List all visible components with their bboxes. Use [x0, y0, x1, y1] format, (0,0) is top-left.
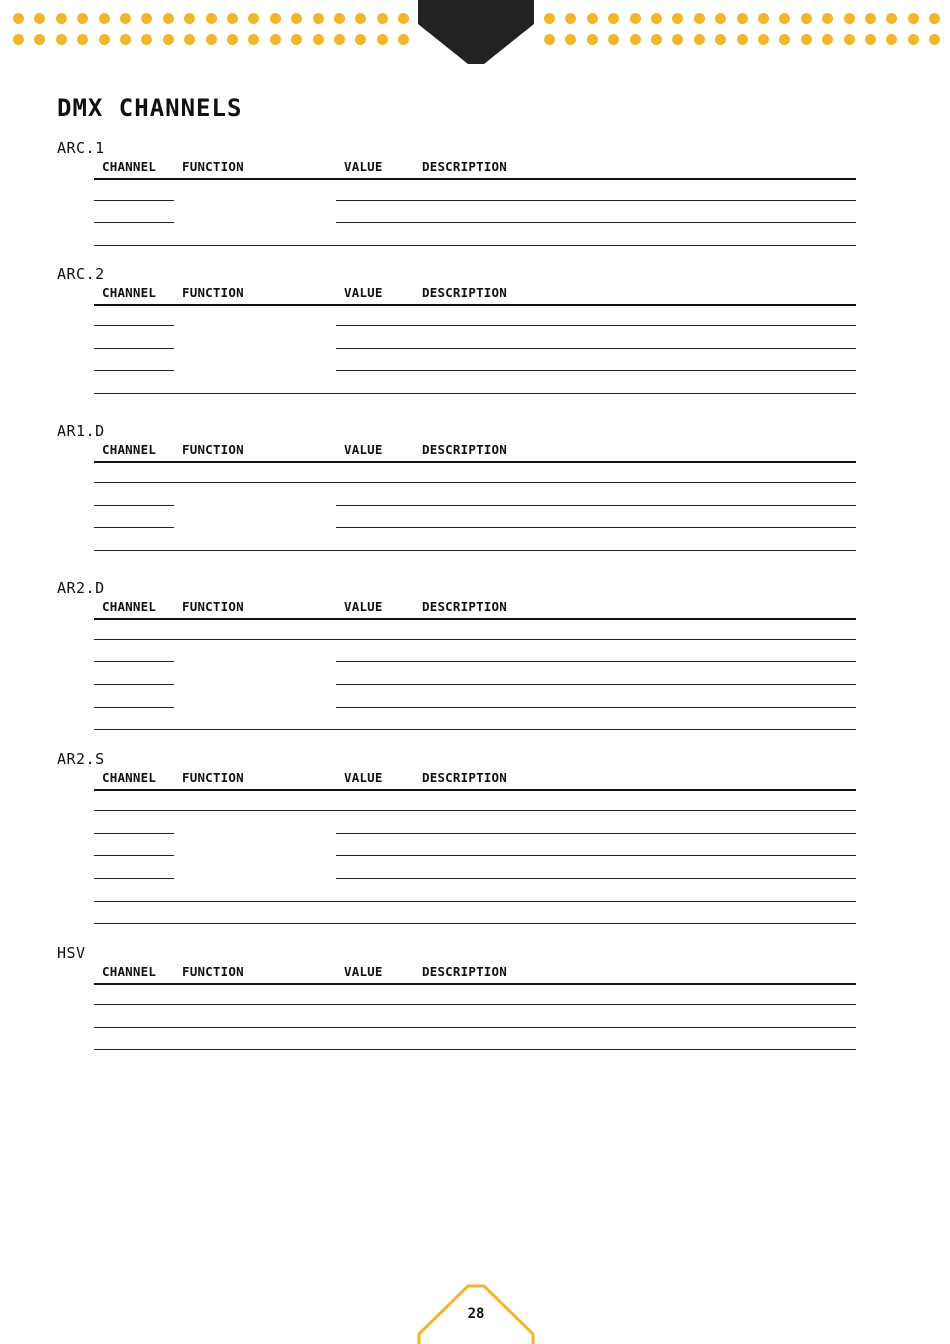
decorative-dot	[355, 34, 366, 45]
table-row-line	[94, 393, 856, 394]
column-header-function: FUNCTION	[182, 964, 244, 979]
table-row-line	[94, 707, 174, 708]
column-header-description: DESCRIPTION	[422, 442, 507, 457]
decorative-dot	[715, 34, 726, 45]
decorative-dot	[608, 34, 619, 45]
column-header-function: FUNCTION	[182, 599, 244, 614]
table-row-line	[94, 348, 174, 349]
decorative-dot	[313, 13, 324, 24]
table-row-line	[336, 505, 856, 506]
decorative-dot	[13, 13, 24, 24]
decorative-dot	[334, 13, 345, 24]
table-row-line	[336, 661, 856, 662]
table-header	[94, 285, 856, 306]
table-row-line	[94, 810, 856, 811]
table-header	[94, 442, 856, 463]
decorative-dot	[651, 13, 662, 24]
decorative-dot	[608, 13, 619, 24]
dot-row	[0, 34, 415, 46]
table-row-line	[336, 527, 856, 528]
table-row-line	[336, 370, 856, 371]
decorative-dot	[77, 34, 88, 45]
column-header-function: FUNCTION	[182, 770, 244, 785]
decorative-dot	[120, 34, 131, 45]
decorative-dot	[77, 13, 88, 24]
decorative-dot	[184, 34, 195, 45]
decorative-dot	[865, 34, 876, 45]
decorative-dot	[929, 13, 940, 24]
table-header	[94, 159, 856, 180]
decorative-dot	[651, 34, 662, 45]
decorative-dot	[227, 13, 238, 24]
decorative-dot	[587, 13, 598, 24]
table-row-line	[94, 1027, 856, 1028]
column-header-function: FUNCTION	[182, 285, 244, 300]
section-title: ARC.2	[57, 265, 105, 283]
decorative-dot	[929, 34, 940, 45]
decorative-dot	[163, 34, 174, 45]
decorative-dot	[291, 34, 302, 45]
decorative-dot	[565, 13, 576, 24]
decorative-dot	[34, 13, 45, 24]
decorative-dot	[206, 34, 217, 45]
decorative-dot	[355, 13, 366, 24]
table-row-line	[94, 482, 856, 483]
decorative-dot	[694, 34, 705, 45]
column-header-description: DESCRIPTION	[422, 159, 507, 174]
decorative-dot	[737, 34, 748, 45]
decorative-dot	[822, 13, 833, 24]
column-header-value: VALUE	[344, 770, 383, 785]
decorative-dot	[13, 34, 24, 45]
section-title: AR2.D	[57, 579, 105, 597]
table-row-line	[94, 505, 174, 506]
table-row-line	[94, 1049, 856, 1050]
table-row-line	[94, 222, 174, 223]
table-row-line	[336, 833, 856, 834]
table-row-line	[94, 639, 856, 640]
table-header	[94, 964, 856, 985]
decorative-dot	[801, 13, 812, 24]
top-notch-shape	[418, 0, 534, 66]
table-row-line	[94, 1004, 856, 1005]
decorative-dot	[865, 13, 876, 24]
page-number: 28	[467, 1306, 485, 1322]
decorative-dot	[672, 34, 683, 45]
decorative-dot	[99, 13, 110, 24]
table-row-line	[94, 200, 174, 201]
table-header	[94, 599, 856, 620]
decorative-dot	[779, 34, 790, 45]
decorative-dot	[886, 34, 897, 45]
table-row-line	[336, 222, 856, 223]
decorative-dot	[844, 34, 855, 45]
table-row-line	[336, 878, 856, 879]
decorative-dot	[630, 13, 641, 24]
decorative-dot	[544, 34, 555, 45]
decorative-dot	[120, 13, 131, 24]
decorative-dot	[141, 34, 152, 45]
column-header-description: DESCRIPTION	[422, 770, 507, 785]
decorative-dot	[291, 13, 302, 24]
decorative-dot	[377, 13, 388, 24]
table-row-line	[94, 878, 174, 879]
decorative-dot	[248, 13, 259, 24]
decorative-dot	[334, 34, 345, 45]
section-title: HSV	[57, 944, 86, 962]
table-row-line	[336, 707, 856, 708]
column-header-channel: CHANNEL	[102, 964, 157, 979]
table-row-line	[94, 245, 856, 246]
column-header-channel: CHANNEL	[102, 599, 157, 614]
table-row-line	[94, 370, 174, 371]
table-row-line	[94, 684, 174, 685]
column-header-value: VALUE	[344, 285, 383, 300]
decorative-dot	[377, 34, 388, 45]
decorative-dot	[99, 34, 110, 45]
decorative-dot	[544, 13, 555, 24]
decorative-dot	[248, 34, 259, 45]
decorative-dot	[908, 34, 919, 45]
table-row-line	[94, 550, 856, 551]
decorative-dot	[779, 13, 790, 24]
dot-row	[540, 34, 950, 46]
decorative-dot	[672, 13, 683, 24]
table-row-line	[336, 855, 856, 856]
decorative-dot	[270, 34, 281, 45]
table-row-line	[94, 855, 174, 856]
decorative-dot	[587, 34, 598, 45]
column-header-channel: CHANNEL	[102, 442, 157, 457]
decorative-dot	[141, 13, 152, 24]
section-title: AR1.D	[57, 422, 105, 440]
table-row-line	[94, 325, 174, 326]
column-header-function: FUNCTION	[182, 442, 244, 457]
decorative-dot	[822, 34, 833, 45]
decorative-dot	[844, 13, 855, 24]
decorative-dot	[630, 34, 641, 45]
decorative-dot	[184, 13, 195, 24]
column-header-value: VALUE	[344, 599, 383, 614]
column-header-value: VALUE	[344, 964, 383, 979]
column-header-description: DESCRIPTION	[422, 964, 507, 979]
decorative-dot	[565, 34, 576, 45]
table-row-line	[94, 833, 174, 834]
table-row-line	[336, 348, 856, 349]
decorative-dot	[886, 13, 897, 24]
column-header-channel: CHANNEL	[102, 770, 157, 785]
table-row-line	[94, 923, 856, 924]
top-dot-pattern-right	[540, 0, 950, 60]
column-header-value: VALUE	[344, 442, 383, 457]
decorative-dot	[163, 13, 174, 24]
table-row-line	[94, 729, 856, 730]
decorative-dot	[694, 13, 705, 24]
table-row-line	[336, 200, 856, 201]
table-header	[94, 770, 856, 791]
column-header-description: DESCRIPTION	[422, 599, 507, 614]
decorative-dot	[737, 13, 748, 24]
column-header-description: DESCRIPTION	[422, 285, 507, 300]
decorative-dot	[398, 13, 409, 24]
table-row-line	[336, 684, 856, 685]
decorative-dot	[908, 13, 919, 24]
decorative-dot	[227, 34, 238, 45]
table-row-line	[336, 325, 856, 326]
table-row-line	[94, 901, 856, 902]
decorative-dot	[715, 13, 726, 24]
decorative-dot	[206, 13, 217, 24]
dot-row	[0, 13, 415, 25]
decorative-dot	[398, 34, 409, 45]
decorative-dot	[313, 34, 324, 45]
decorative-dot	[801, 34, 812, 45]
column-header-function: FUNCTION	[182, 159, 244, 174]
table-row-line	[94, 527, 174, 528]
decorative-dot	[56, 34, 67, 45]
decorative-dot	[758, 34, 769, 45]
top-dot-pattern-left	[0, 0, 415, 60]
section-title: ARC.1	[57, 139, 105, 157]
decorative-dot	[270, 13, 281, 24]
page-title: DMX CHANNELS	[57, 94, 243, 122]
decorative-dot	[34, 34, 45, 45]
column-header-channel: CHANNEL	[102, 159, 157, 174]
column-header-value: VALUE	[344, 159, 383, 174]
decorative-dot	[758, 13, 769, 24]
column-header-channel: CHANNEL	[102, 285, 157, 300]
section-title: AR2.S	[57, 750, 105, 768]
dot-row	[540, 13, 950, 25]
table-row-line	[94, 661, 174, 662]
decorative-dot	[56, 13, 67, 24]
